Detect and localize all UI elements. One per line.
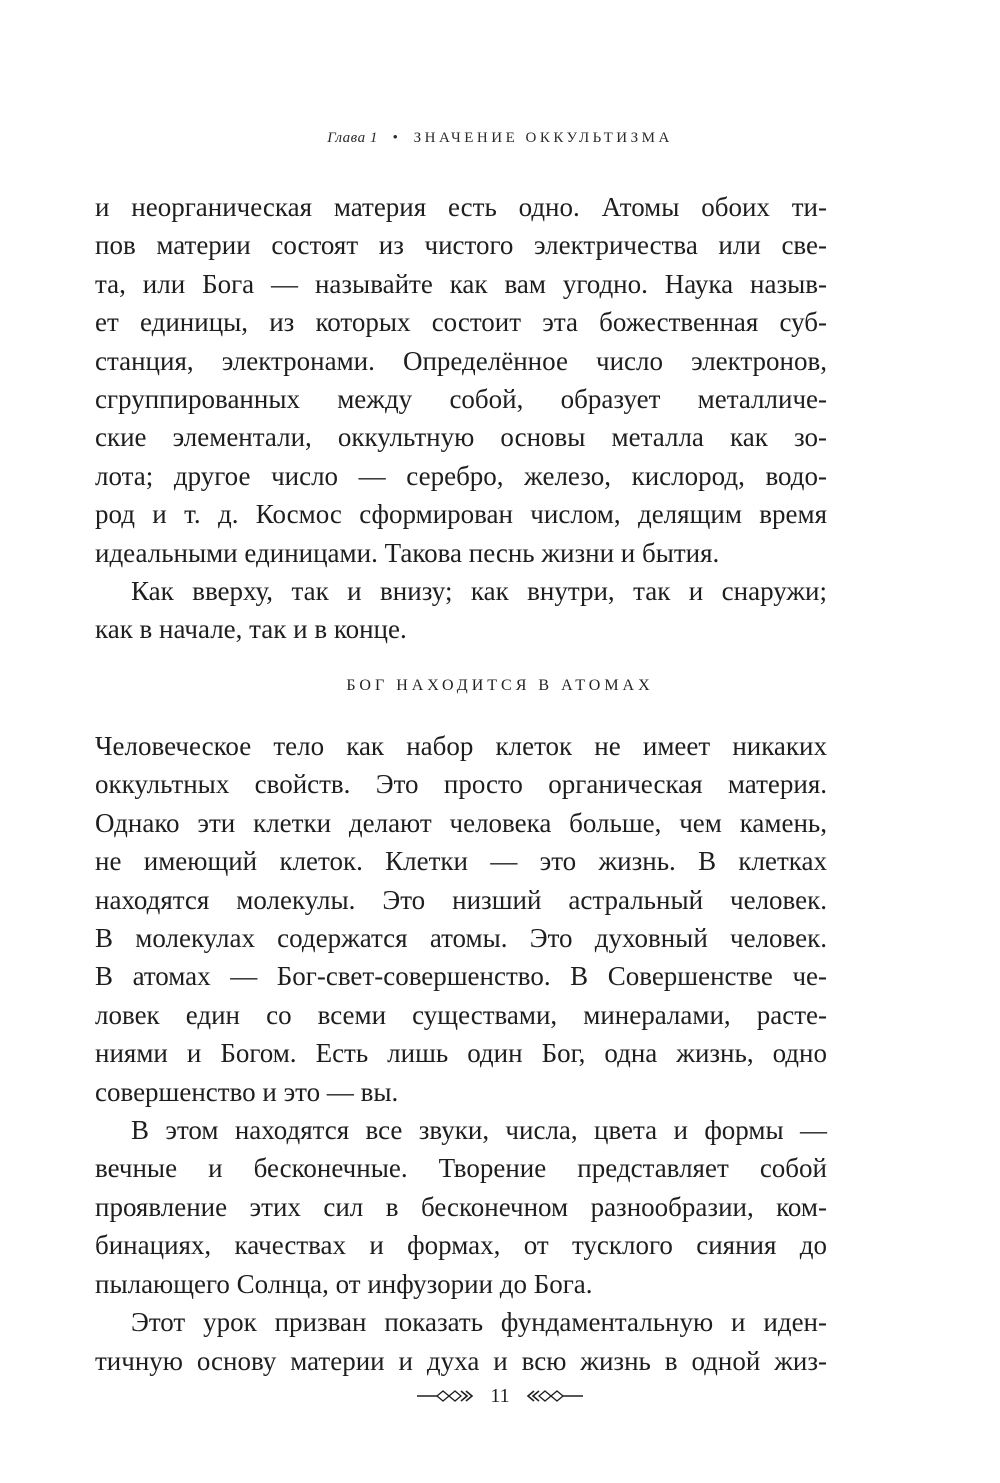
paragraph [95, 1111, 827, 1303]
text-line: пылающего Солнца, от инфузории до Бога. [95, 1268, 593, 1299]
text-line: находятся молекулы. Это низший астральный человек. [95, 884, 827, 915]
text-line: оккультных свойств. Это просто органическая материя. [95, 769, 827, 800]
section-heading: БОГ НАХОДИТСЯ В АТОМАХ [346, 677, 654, 694]
text-line: род и т. д. Космос сформирован числом, делящим время [95, 499, 827, 530]
text-line: тичную основу материи и духа и всю жизнь в одной жиз- [95, 1345, 827, 1376]
text-line: и неорганическая материя есть одно. Атомы обоих ти- [95, 192, 827, 222]
ornament-right-icon [525, 1389, 585, 1403]
text-line: как в начале, так и в конце. [95, 614, 407, 645]
text-line: пов материи состоят из чистого электричества или све- [95, 230, 827, 261]
chapter-label: Глава 1 [327, 130, 378, 146]
text-line: вечные и бесконечные. Творение представляет собой [95, 1153, 827, 1184]
text-line: бинациях, качествах и формах, от тусклого сияния до [95, 1230, 827, 1261]
paragraph [95, 188, 827, 572]
text-block-bottom [95, 727, 827, 1380]
text-line: сгруппированных между собой, образует металличе- [95, 384, 827, 415]
paragraph [95, 1303, 827, 1380]
text-block-top [95, 188, 827, 649]
text-line: Человеческое тело как набор клеток не имеет никаких [95, 731, 827, 761]
ornament-left-icon [415, 1389, 475, 1403]
text-line: ловек един со всеми существами, минералами, расте- [95, 999, 827, 1030]
paragraph [95, 572, 827, 649]
text-line: та, или Бога — называйте как вам угодно. Наука назыв- [95, 268, 827, 299]
text-line: Этот урок призван показать фундаментальную и иден- [131, 1307, 827, 1338]
text-line: ниями и Богом. Есть лишь один Бог, одна жизнь, одно [95, 1038, 827, 1069]
text-line: ет единицы, из которых состоит эта божественная суб- [95, 307, 827, 338]
text-line: ские элементали, оккультную основы металла как зо- [95, 422, 827, 453]
text-line: В атомах — Бог-свет-совершенство. В Совершенстве че- [95, 961, 827, 992]
text-line: совершенство и это — вы. [95, 1076, 399, 1107]
separator-bullet: • [392, 130, 399, 146]
page-number: 11 [490, 1384, 510, 1407]
text-line: Однако эти клетки делают человека больше, чем камень, [95, 807, 827, 838]
text-line: лота; другое число — серебро, железо, кислород, водо- [95, 460, 827, 491]
text-line: станция, электронами. Определённое число электронов, [95, 345, 827, 376]
paragraph [95, 727, 827, 1111]
text-line: проявление этих сил в бесконечном разнообразии, ком- [95, 1191, 827, 1222]
text-line: не имеющий клеток. Клетки — это жизнь. В клетках [95, 846, 827, 877]
page-footer [0, 1384, 1000, 1408]
chapter-title: ЗНАЧЕНИЕ ОККУЛЬТИЗМА [413, 130, 673, 146]
text-line: В этом находятся все звуки, числа, цвета и формы — [131, 1115, 827, 1146]
text-line: Как вверху, так и внизу; как внутри, так и снаружи; [131, 576, 827, 607]
running-head [0, 130, 1000, 147]
text-line: В молекулах содержатся атомы. Это духовный человек. [95, 923, 827, 954]
text-line: идеальными единицами. Такова песнь жизни и бытия. [95, 537, 720, 568]
